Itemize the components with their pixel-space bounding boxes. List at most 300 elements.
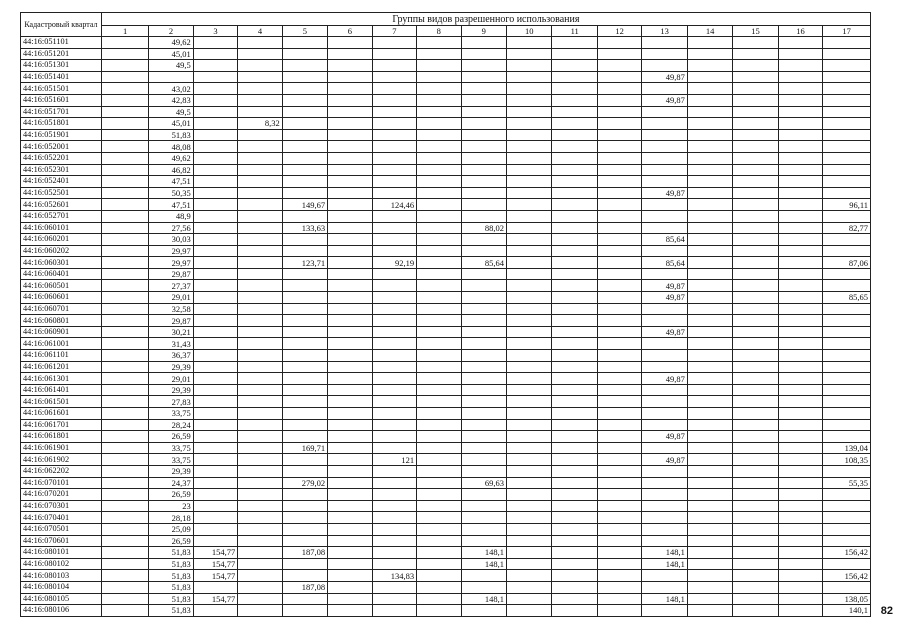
value-cell-col-2: 29,87 (149, 268, 193, 280)
value-cell-col-16 (778, 500, 822, 512)
value-cell-col-16 (778, 605, 822, 617)
value-cell-col-12 (597, 280, 641, 292)
value-cell-col-4 (238, 431, 282, 443)
value-cell-col-1 (101, 176, 148, 188)
value-cell-col-16 (778, 48, 822, 60)
value-cell-col-1 (101, 442, 148, 454)
value-cell-col-17 (823, 60, 871, 72)
value-cell-col-14 (687, 60, 732, 72)
value-cell-col-1 (101, 234, 148, 246)
value-cell-col-5 (282, 593, 327, 605)
value-cell-col-2: 26,59 (149, 489, 193, 501)
value-cell-col-6 (328, 292, 372, 304)
value-cell-col-9 (461, 350, 506, 362)
value-cell-col-17 (823, 245, 871, 257)
value-cell-col-3 (193, 326, 237, 338)
value-cell-col-11 (552, 535, 597, 547)
value-cell-col-2: 29,01 (149, 292, 193, 304)
value-cell-col-14 (687, 581, 732, 593)
value-cell-col-9 (461, 37, 506, 49)
value-cell-col-9 (461, 71, 506, 83)
value-cell-col-1 (101, 222, 148, 234)
value-cell-col-4 (238, 384, 282, 396)
value-cell-col-16 (778, 489, 822, 501)
cadastral-quarter-cell: 44:16:051501 (21, 83, 102, 95)
cadastral-quarter-cell: 44:16:052001 (21, 141, 102, 153)
value-cell-col-15 (733, 338, 778, 350)
value-cell-col-13: 49,87 (642, 94, 687, 106)
value-cell-col-6 (328, 268, 372, 280)
value-cell-col-2: 43,02 (149, 83, 193, 95)
value-cell-col-16 (778, 71, 822, 83)
value-cell-col-16 (778, 419, 822, 431)
value-cell-col-11 (552, 512, 597, 524)
value-cell-col-3 (193, 141, 237, 153)
cadastral-quarter-cell: 44:16:060301 (21, 257, 102, 269)
value-cell-col-15 (733, 419, 778, 431)
cadastral-quarter-cell: 44:16:052401 (21, 176, 102, 188)
value-cell-col-15 (733, 593, 778, 605)
value-cell-col-1 (101, 315, 148, 327)
value-cell-col-8 (417, 442, 461, 454)
value-cell-col-10 (506, 257, 551, 269)
value-cell-col-5 (282, 268, 327, 280)
value-cell-col-4 (238, 303, 282, 315)
value-cell-col-9 (461, 419, 506, 431)
value-cell-col-14 (687, 176, 732, 188)
value-cell-col-10 (506, 210, 551, 222)
value-cell-col-15 (733, 176, 778, 188)
value-cell-col-14 (687, 489, 732, 501)
value-cell-col-10 (506, 384, 551, 396)
value-cell-col-10 (506, 477, 551, 489)
value-cell-col-1 (101, 489, 148, 501)
value-cell-col-15 (733, 303, 778, 315)
value-cell-col-13 (642, 442, 687, 454)
value-cell-col-7 (372, 152, 416, 164)
value-cell-col-7 (372, 581, 416, 593)
table-row (21, 315, 871, 327)
value-cell-col-12 (597, 326, 641, 338)
value-cell-col-12 (597, 523, 641, 535)
value-cell-col-7 (372, 593, 416, 605)
value-cell-col-8 (417, 210, 461, 222)
value-cell-col-8 (417, 71, 461, 83)
value-cell-col-9 (461, 187, 506, 199)
value-cell-col-13 (642, 141, 687, 153)
value-cell-col-7 (372, 129, 416, 141)
value-cell-col-16 (778, 361, 822, 373)
value-cell-col-8 (417, 500, 461, 512)
value-cell-col-16 (778, 187, 822, 199)
value-cell-col-2: 27,37 (149, 280, 193, 292)
value-cell-col-3 (193, 500, 237, 512)
value-cell-col-15 (733, 384, 778, 396)
table-row (21, 384, 871, 396)
value-cell-col-7 (372, 408, 416, 420)
value-cell-col-15 (733, 164, 778, 176)
value-cell-col-10 (506, 83, 551, 95)
value-cell-col-5: 133,63 (282, 222, 327, 234)
value-cell-col-1 (101, 280, 148, 292)
value-cell-col-5 (282, 164, 327, 176)
value-cell-col-7 (372, 268, 416, 280)
value-cell-col-9 (461, 83, 506, 95)
value-cell-col-15 (733, 570, 778, 582)
value-cell-col-4 (238, 315, 282, 327)
value-cell-col-4 (238, 129, 282, 141)
value-cell-col-3 (193, 234, 237, 246)
value-cell-col-10 (506, 152, 551, 164)
value-cell-col-15 (733, 152, 778, 164)
value-cell-col-9 (461, 199, 506, 211)
value-cell-col-14 (687, 535, 732, 547)
value-cell-col-9 (461, 303, 506, 315)
value-cell-col-7: 121 (372, 454, 416, 466)
value-cell-col-17 (823, 106, 871, 118)
value-cell-col-17: 96,11 (823, 199, 871, 211)
value-cell-col-13 (642, 477, 687, 489)
value-cell-col-1 (101, 396, 148, 408)
table-row (21, 152, 871, 164)
value-cell-col-4 (238, 605, 282, 617)
value-cell-col-7 (372, 83, 416, 95)
value-cell-col-4 (238, 292, 282, 304)
value-cell-col-14 (687, 234, 732, 246)
cadastral-quarter-cell: 44:16:060101 (21, 222, 102, 234)
value-cell-col-6 (328, 129, 372, 141)
value-cell-col-17: 138,05 (823, 593, 871, 605)
value-cell-col-2: 30,21 (149, 326, 193, 338)
value-cell-col-2: 36,37 (149, 350, 193, 362)
value-cell-col-6 (328, 558, 372, 570)
cadastral-quarter-header: Кадастровый квартал (21, 13, 102, 37)
value-cell-col-17 (823, 408, 871, 420)
value-cell-col-8 (417, 303, 461, 315)
value-cell-col-8 (417, 396, 461, 408)
value-cell-col-8 (417, 245, 461, 257)
value-cell-col-9: 85,64 (461, 257, 506, 269)
value-cell-col-11 (552, 338, 597, 350)
value-cell-col-17 (823, 176, 871, 188)
value-cell-col-17 (823, 500, 871, 512)
value-cell-col-8 (417, 535, 461, 547)
value-cell-col-7: 92,19 (372, 257, 416, 269)
value-cell-col-9 (461, 94, 506, 106)
value-cell-col-17 (823, 419, 871, 431)
value-cell-col-13 (642, 419, 687, 431)
value-cell-col-8 (417, 338, 461, 350)
value-cell-col-2: 29,39 (149, 465, 193, 477)
value-cell-col-8 (417, 152, 461, 164)
value-cell-col-12 (597, 419, 641, 431)
column-number-header: 6 (328, 26, 372, 37)
value-cell-col-16 (778, 315, 822, 327)
table-row (21, 593, 871, 605)
value-cell-col-8 (417, 94, 461, 106)
value-cell-col-12 (597, 454, 641, 466)
cadastral-quarter-cell: 44:16:060601 (21, 292, 102, 304)
value-cell-col-4 (238, 199, 282, 211)
table-row (21, 419, 871, 431)
value-cell-col-5 (282, 94, 327, 106)
cadastral-quarter-cell: 44:16:061701 (21, 419, 102, 431)
cadastral-quarter-cell: 44:16:070301 (21, 500, 102, 512)
column-number-row (21, 26, 871, 37)
value-cell-col-16 (778, 384, 822, 396)
value-cell-col-5 (282, 338, 327, 350)
value-cell-col-6 (328, 280, 372, 292)
value-cell-col-7 (372, 48, 416, 60)
table-row (21, 500, 871, 512)
value-cell-col-5 (282, 523, 327, 535)
table-row (21, 292, 871, 304)
value-cell-col-16 (778, 94, 822, 106)
value-cell-col-4 (238, 465, 282, 477)
value-cell-col-13 (642, 396, 687, 408)
value-cell-col-6 (328, 326, 372, 338)
value-cell-col-11 (552, 199, 597, 211)
value-cell-col-16 (778, 558, 822, 570)
value-cell-col-8 (417, 477, 461, 489)
value-cell-col-4 (238, 268, 282, 280)
value-cell-col-15 (733, 396, 778, 408)
value-cell-col-8 (417, 60, 461, 72)
value-cell-col-3 (193, 605, 237, 617)
value-cell-col-2: 26,59 (149, 431, 193, 443)
value-cell-col-13: 148,1 (642, 558, 687, 570)
value-cell-col-10 (506, 48, 551, 60)
table-row (21, 523, 871, 535)
value-cell-col-16 (778, 338, 822, 350)
value-cell-col-11 (552, 257, 597, 269)
value-cell-col-8 (417, 118, 461, 130)
value-cell-col-16 (778, 152, 822, 164)
value-cell-col-5 (282, 141, 327, 153)
value-cell-col-5: 279,02 (282, 477, 327, 489)
value-cell-col-3 (193, 245, 237, 257)
column-number-header: 1 (101, 26, 148, 37)
value-cell-col-5 (282, 373, 327, 385)
value-cell-col-16 (778, 442, 822, 454)
value-cell-col-17: 82,77 (823, 222, 871, 234)
value-cell-col-5: 149,67 (282, 199, 327, 211)
value-cell-col-6 (328, 152, 372, 164)
cadastral-quarter-cell: 44:16:061101 (21, 350, 102, 362)
value-cell-col-12 (597, 500, 641, 512)
table-row (21, 199, 871, 211)
value-cell-col-2: 51,83 (149, 570, 193, 582)
cadastral-quarter-cell: 44:16:051801 (21, 118, 102, 130)
value-cell-col-4 (238, 141, 282, 153)
value-cell-col-15 (733, 280, 778, 292)
value-cell-col-13 (642, 268, 687, 280)
value-cell-col-2: 49,5 (149, 60, 193, 72)
value-cell-col-10 (506, 141, 551, 153)
value-cell-col-8 (417, 350, 461, 362)
cadastral-quarter-cell: 44:16:052201 (21, 152, 102, 164)
value-cell-col-1 (101, 465, 148, 477)
value-cell-col-13 (642, 581, 687, 593)
value-cell-col-7 (372, 234, 416, 246)
value-cell-col-12 (597, 141, 641, 153)
cadastral-quarter-cell: 44:16:060901 (21, 326, 102, 338)
value-cell-col-12 (597, 581, 641, 593)
value-cell-col-11 (552, 489, 597, 501)
cadastral-quarter-cell: 44:16:061001 (21, 338, 102, 350)
value-cell-col-15 (733, 547, 778, 559)
value-cell-col-17 (823, 118, 871, 130)
value-cell-col-1 (101, 454, 148, 466)
value-cell-col-1 (101, 558, 148, 570)
value-cell-col-1 (101, 431, 148, 443)
cadastral-quarter-cell: 44:16:051401 (21, 71, 102, 83)
value-cell-col-15 (733, 489, 778, 501)
value-cell-col-14 (687, 118, 732, 130)
value-cell-col-1 (101, 199, 148, 211)
value-cell-col-8 (417, 48, 461, 60)
value-cell-col-6 (328, 315, 372, 327)
value-cell-col-17 (823, 71, 871, 83)
value-cell-col-2: 30,03 (149, 234, 193, 246)
value-cell-col-3 (193, 94, 237, 106)
value-cell-col-5 (282, 315, 327, 327)
cadastral-quarter-cell: 44:16:052301 (21, 164, 102, 176)
value-cell-col-16 (778, 581, 822, 593)
value-cell-col-17 (823, 535, 871, 547)
value-cell-col-6 (328, 523, 372, 535)
value-cell-col-1 (101, 141, 148, 153)
value-cell-col-13: 49,87 (642, 292, 687, 304)
value-cell-col-7 (372, 118, 416, 130)
value-cell-col-3 (193, 454, 237, 466)
value-cell-col-3 (193, 164, 237, 176)
value-cell-col-14 (687, 396, 732, 408)
value-cell-col-5 (282, 152, 327, 164)
value-cell-col-1 (101, 164, 148, 176)
value-cell-col-8 (417, 37, 461, 49)
value-cell-col-10 (506, 396, 551, 408)
value-cell-col-8 (417, 419, 461, 431)
value-cell-col-7 (372, 164, 416, 176)
value-cell-col-6 (328, 164, 372, 176)
table-row (21, 187, 871, 199)
value-cell-col-10 (506, 581, 551, 593)
value-cell-col-7 (372, 361, 416, 373)
value-cell-col-8 (417, 408, 461, 420)
value-cell-col-11 (552, 523, 597, 535)
value-cell-col-1 (101, 350, 148, 362)
value-cell-col-11 (552, 303, 597, 315)
value-cell-col-14 (687, 373, 732, 385)
value-cell-col-17 (823, 164, 871, 176)
value-cell-col-9 (461, 570, 506, 582)
value-cell-col-17 (823, 396, 871, 408)
cadastral-quarter-cell: 44:16:060501 (21, 280, 102, 292)
value-cell-col-9 (461, 454, 506, 466)
value-cell-col-4 (238, 408, 282, 420)
value-cell-col-17 (823, 326, 871, 338)
value-cell-col-12 (597, 268, 641, 280)
value-cell-col-1 (101, 477, 148, 489)
value-cell-col-13 (642, 361, 687, 373)
value-cell-col-16 (778, 245, 822, 257)
value-cell-col-2: 51,83 (149, 129, 193, 141)
value-cell-col-13 (642, 37, 687, 49)
value-cell-col-12 (597, 245, 641, 257)
value-cell-col-5 (282, 60, 327, 72)
value-cell-col-8 (417, 268, 461, 280)
value-cell-col-15 (733, 129, 778, 141)
value-cell-col-16 (778, 118, 822, 130)
value-cell-col-13 (642, 164, 687, 176)
value-cell-col-12 (597, 176, 641, 188)
value-cell-col-4 (238, 164, 282, 176)
value-cell-col-8 (417, 257, 461, 269)
table-row (21, 37, 871, 49)
value-cell-col-7 (372, 71, 416, 83)
value-cell-col-10 (506, 547, 551, 559)
cadastral-quarter-cell: 44:16:061901 (21, 442, 102, 454)
value-cell-col-13: 49,87 (642, 373, 687, 385)
value-cell-col-7 (372, 187, 416, 199)
value-cell-col-6 (328, 489, 372, 501)
value-cell-col-13: 49,87 (642, 280, 687, 292)
value-cell-col-12 (597, 187, 641, 199)
value-cell-col-11 (552, 176, 597, 188)
value-cell-col-6 (328, 593, 372, 605)
value-cell-col-6 (328, 187, 372, 199)
value-cell-col-13 (642, 303, 687, 315)
value-cell-col-15 (733, 268, 778, 280)
value-cell-col-3 (193, 176, 237, 188)
cadastral-quarter-cell: 44:16:060701 (21, 303, 102, 315)
value-cell-col-2: 29,87 (149, 315, 193, 327)
value-cell-col-14 (687, 326, 732, 338)
value-cell-col-11 (552, 326, 597, 338)
value-cell-col-7 (372, 558, 416, 570)
value-cell-col-8 (417, 523, 461, 535)
table-row (21, 581, 871, 593)
value-cell-col-7 (372, 489, 416, 501)
value-cell-col-9 (461, 605, 506, 617)
cadastral-value-table (20, 12, 871, 617)
value-cell-col-17 (823, 431, 871, 443)
value-cell-col-12 (597, 164, 641, 176)
value-cell-col-2: 27,83 (149, 396, 193, 408)
value-cell-col-11 (552, 234, 597, 246)
value-cell-col-5 (282, 396, 327, 408)
value-cell-col-12 (597, 199, 641, 211)
value-cell-col-15 (733, 535, 778, 547)
value-cell-col-14 (687, 141, 732, 153)
value-cell-col-2: 49,62 (149, 152, 193, 164)
value-cell-col-12 (597, 605, 641, 617)
value-cell-col-11 (552, 454, 597, 466)
value-cell-col-7 (372, 465, 416, 477)
value-cell-col-11 (552, 315, 597, 327)
value-cell-col-14 (687, 106, 732, 118)
value-cell-col-15 (733, 523, 778, 535)
value-cell-col-1 (101, 361, 148, 373)
value-cell-col-14 (687, 37, 732, 49)
value-cell-col-3 (193, 581, 237, 593)
value-cell-col-4 (238, 187, 282, 199)
cadastral-quarter-cell: 44:16:080103 (21, 570, 102, 582)
value-cell-col-12 (597, 71, 641, 83)
value-cell-col-17 (823, 361, 871, 373)
value-cell-col-7 (372, 384, 416, 396)
